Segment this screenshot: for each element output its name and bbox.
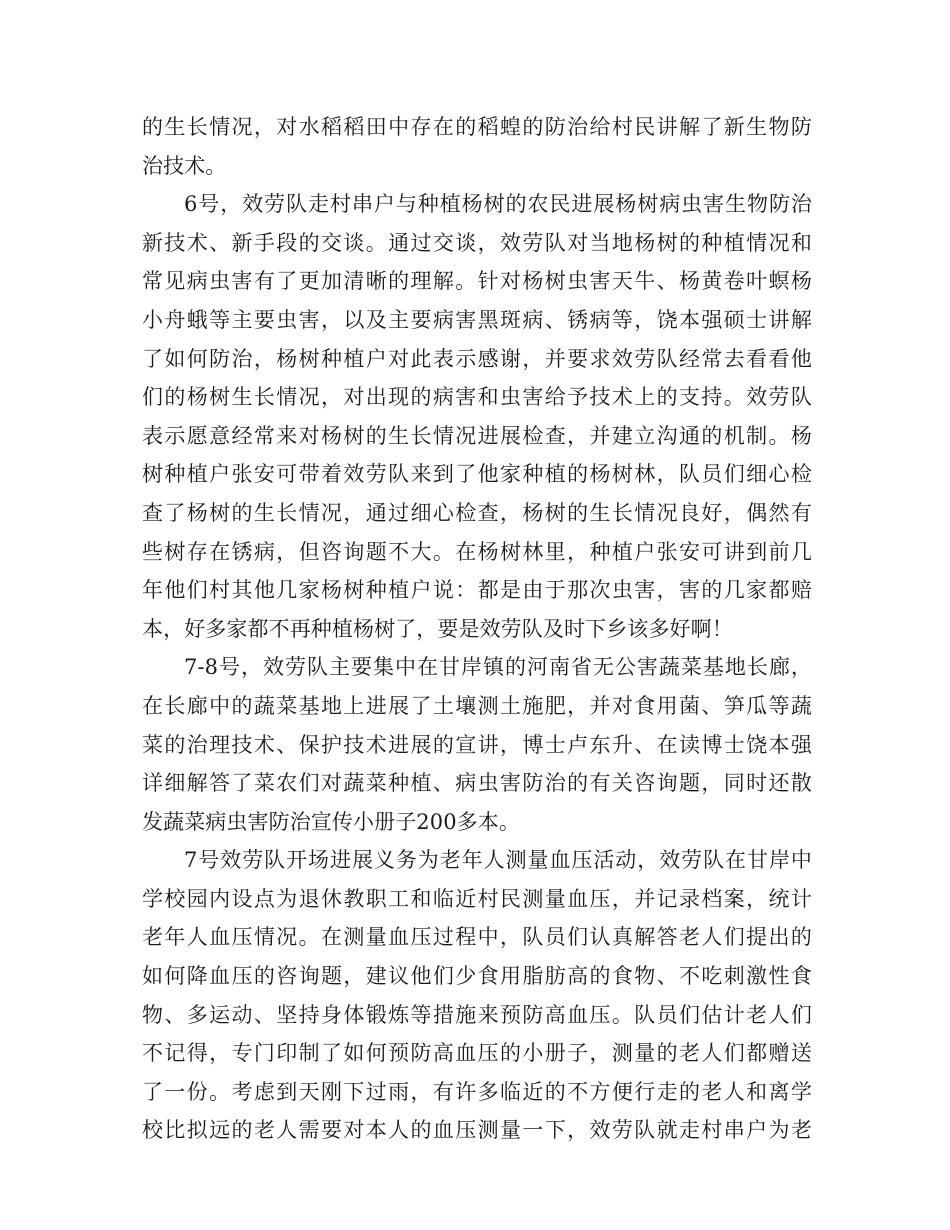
text-line: 不记得，专门印制了如何预防高血压的小册子，测量的老人们都赠送 [142,1041,812,1066]
text-line: 物、多运动、坚持身体锻炼等措施来预防高血压。队员们估计老人们 [142,1002,812,1027]
text-line: 些树存在锈病，但咨询题不大。在杨树林里，种植户张安可讲到前几 [142,539,812,564]
text-line: 如何降血压的咨询题，建议他们少食用脂肪高的食物、不吃刺激性食 [142,964,812,989]
text-line: 治技术。 [142,153,227,178]
text-line: 新技术、新手段的交谈。通过交谈，效劳队对当地杨树的种植情况和 [142,230,812,255]
text-line: 常见病虫害有了更加清晰的理解。针对杨树虫害天牛、杨黄卷叶螟杨 [142,269,812,294]
document-body [142,108,812,1150]
paragraph [142,108,812,185]
text-line: 在长廊中的蔬菜基地上进展了土壤测土施肥，并对食用菌、笋瓜等蔬 [142,693,812,718]
text-line: 菜的治理技术、保护技术进展的宣讲，博士卢东升、在读博士饶本强 [142,732,812,757]
text-line: 的生长情况，对水稻稻田中存在的稻蝗的防治给村民讲解了新生物防 [142,115,812,139]
text-line: 年他们村其他几家杨树种植户说：都是由于那次虫害，害的几家都赔 [142,578,812,603]
text-line: 发蔬菜病虫害防治宣传小册子200多本。 [142,809,520,834]
text-line: 树种植户张安可带着效劳队来到了他家种植的杨树林，队员们细心检 [142,462,812,487]
text-line: 了一份。考虑到天刚下过雨，有许多临近的不方便行走的老人和离学 [142,1079,812,1104]
text-line: 查了杨树的生长情况，通过细心检查，杨树的生长情况良好，偶然有 [142,500,812,525]
text-line: 7-8号，效劳队主要集中在甘岸镇的河南省无公害蔬菜基地长廊， [184,655,812,680]
text-line: 详细解答了菜农们对蔬菜种植、病虫害防治的有关咨询题，同时还散 [142,771,812,796]
text-line: 学校园内设点为退休教职工和临近村民测量血压，并记录档案，统计 [142,886,812,911]
text-line: 了如何防治，杨树种植户对此表示感谢，并要求效劳队经常去看看他 [142,346,812,371]
text-line: 们的杨树生长情况，对出现的病害和虫害给予技术上的支持。效劳队 [142,385,812,410]
text-line: 本，好多家都不再种植杨树了，要是效劳队及时下乡该多好啊！ [142,616,733,641]
text-line: 校比拟远的老人需要对本人的血压测量一下，效劳队就走村串户为老 [142,1118,812,1143]
text-line: 老年人血压情况。在测量血压过程中，队员们认真解答老人们提出的 [142,925,812,950]
text-line: 小舟蛾等主要虫害，以及主要病害黑斑病、锈病等，饶本强硕士讲解 [142,307,812,332]
paragraph [142,841,812,1150]
paragraph [142,185,812,648]
text-line: 6号，效劳队走村串户与种植杨树的农民进展杨树病虫害生物防治 [184,192,812,217]
text-line: 表示愿意经常来对杨树的生长情况进展检查，并建立沟通的机制。杨 [142,423,812,448]
text-line: 7号效劳队开场进展义务为老年人测量血压活动，效劳队在甘岸中 [184,848,812,873]
paragraph [142,648,812,841]
